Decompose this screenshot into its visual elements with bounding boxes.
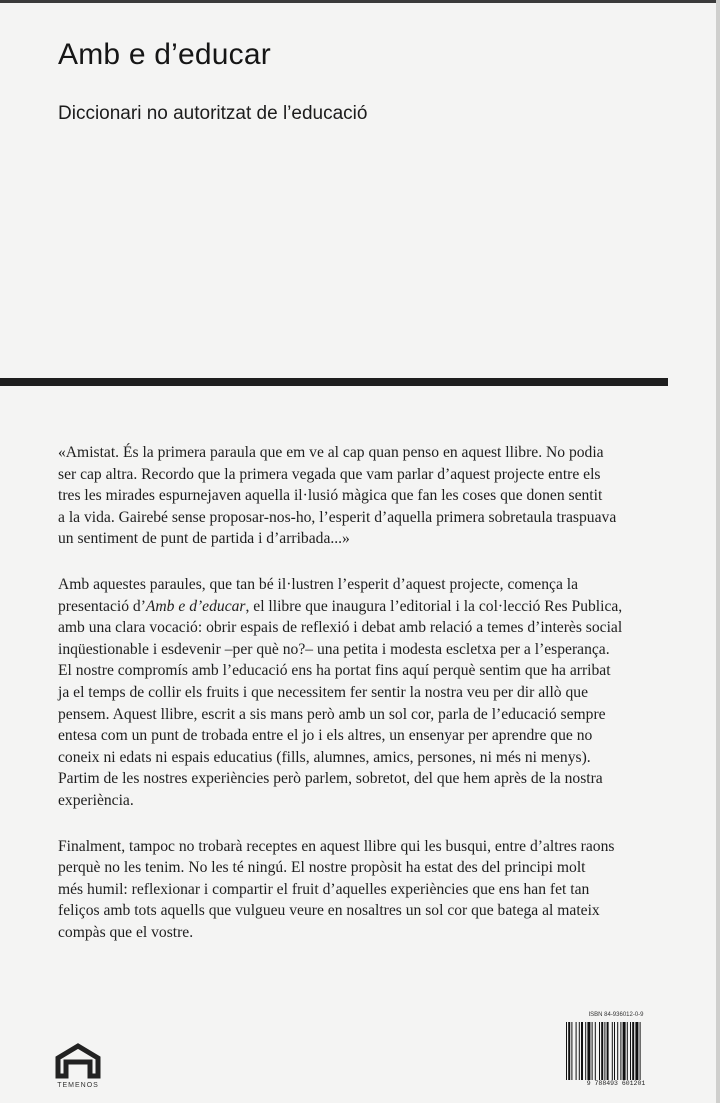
- book-title-italic: Amb e d’educar: [145, 597, 246, 615]
- isbn-text: ISBN 84-936012-0-9: [588, 1012, 644, 1018]
- publisher-name: TEMENOS: [57, 1082, 99, 1089]
- book-title: Amb e d’educar: [58, 38, 271, 71]
- book-subtitle: Diccionari no autoritzat de l’educació: [58, 103, 368, 124]
- presentation-text-rest: , el llibre que inaugura l’editorial i la col·lecció Res Publica, amb una clara vocació: obrir espais de reflexió i debat amb relació a temes d’interès social inqüestionable i esdevenir –per què no?– una petita i modesta escletxa per a l’esperança. El nostre compromís amb l’educació ens ha portat fins aquí perquè sentim que ha arribat ja el temps de collir els fruits i que necessitem fer sentir la nostra veu per dir allò que pensem. Aquest llibre, escrit a sis mans però amb un sol cor, parla de l’educació sempre entesa com un punt de trobada entre el jo i els altres, un ensenyar per aprendre que no coneix ni edats ni espais educatius (fills, alumnes, amics, persones, ni més ni menys). Partim de les nostres experiències però parlem, sobretot, del que hem après de la nostra experiència.: [58, 597, 623, 809]
- house-outline-icon: [52, 1040, 104, 1080]
- page-top-edge: [0, 0, 720, 3]
- barcode-number: 9 788493 601201: [586, 1080, 646, 1087]
- publisher-logo: [52, 1040, 104, 1096]
- presentation-paragraph: [58, 574, 678, 812]
- barcode-bars: [566, 1022, 666, 1080]
- closing-paragraph: Finalment, tampoc no trobarà receptes en aquest llibre qui les busqui, entre d’altres raons perquè no les tenim. No les té ningú. El nostre propòsit ha estat des del principi molt més humil: reflexionar i compartir el fruit d’aquelles experiències que ens han fet tan feliços amb tots aquells que vulgueu veure en nosaltres un sol cor que batega al mateix compàs que el vostre.: [58, 837, 615, 941]
- barcode: [562, 1012, 670, 1092]
- page-right-edge: [716, 0, 720, 1103]
- back-cover-text: [58, 442, 678, 967]
- horizontal-rule: [0, 378, 668, 386]
- quote-paragraph: «Amistat. És la primera paraula que em ve al cap quan penso en aquest llibre. No podia ser cap altra. Recordo que la primera vegada que vam parlar d’aquest projecte entre els tres les mirades espurnejaven aquella il·lusió màgica que fan les coses que donen sentit a la vida. Gairebé sense proposar-nos-ho, l’esperit d’aquella primera sobretaula traspuava un sentiment de punt de partida i d’arribada...»: [58, 444, 617, 548]
- presentation-text-start: Amb aquestes paraules, que tan bé il·lustren l’esperit d’aquest projecte, comença la presentació d’: [58, 575, 579, 615]
